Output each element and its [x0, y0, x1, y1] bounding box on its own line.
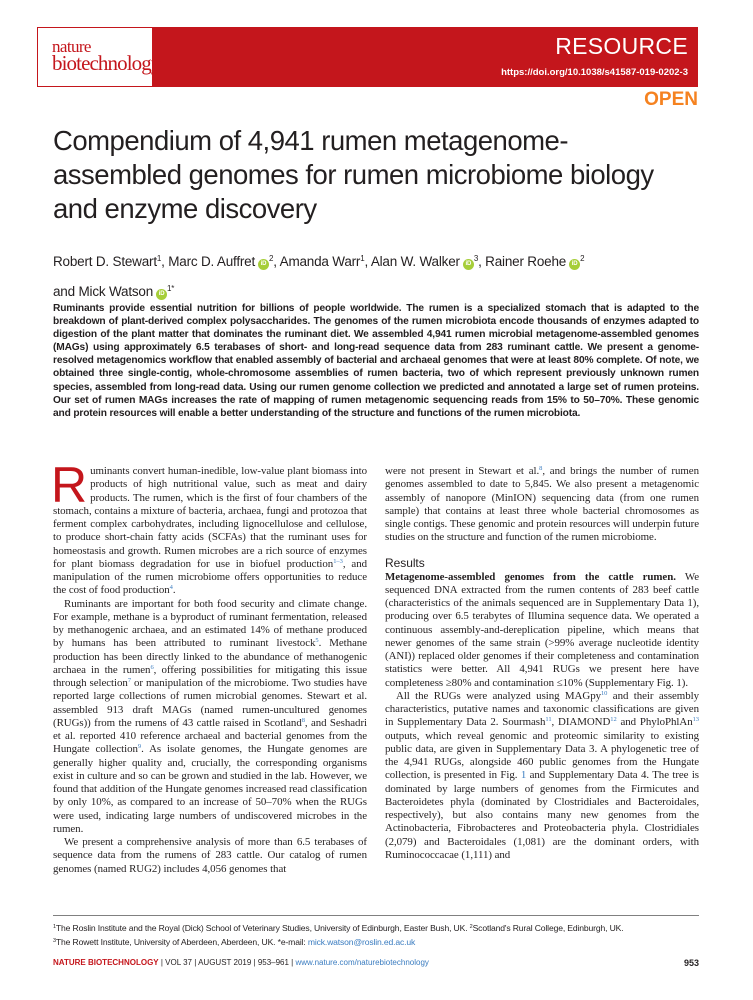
body-paragraph [385, 465, 699, 545]
text-run: outputs, which reveal genomic and proteomic similarity to existing public data, are given in Supplementary Data 3. A phylogenetic tree of the 4,941 RUGs, alongside 460 public genomes from the Hungate collection, is presented in Fig. [385, 729, 699, 782]
reference-citation[interactable]: 2 [469, 924, 473, 930]
text-run: and Supplementary Data 4. The tree is dominated by large numbers of genomes from the Firmicutes and Bacteroidetes phyla (dominated by Clostridiales and Bacteroidales, respectively), but also contains many new genomes from the Actinobacteria, Fibrobacteres and Proteobacteria phyla. Clostridiales (2,079) and Bacteroidales (1,081) are the dominant orders, with Ruminococcacae (1,111) and [385, 769, 699, 861]
run-in-heading: Metagenome-assembled genomes from the cattle rumen. [385, 570, 676, 583]
author-affiliation-mark: 1 [156, 254, 162, 263]
author-affiliation-mark: 1* [167, 284, 175, 293]
reference-citation[interactable]: 1–3 [333, 557, 343, 565]
body-paragraph [385, 571, 699, 690]
author-name: Rainer Roehe [485, 254, 567, 269]
author-separator: , [364, 254, 371, 269]
text-run: We sequenced DNA extracted from the rumen contents of 283 beef cattle (characteristics of the animals sequenced are in Supplementary Data 1), producing over 6.5 terabytes of Illumina sequence data. We operated a continuous assembly-and-dereplication pipeline, which means that newer genomes of the same strain (>99% average nucleotide identity (ANI)) replaced older genomes if their completeness and contamination statistics were better. All 4,941 RUGs we present here have completeness ≥80% and contamination ≤10% (Supplementary Fig. 1). [385, 570, 699, 689]
reference-citation[interactable]: 7 [127, 677, 132, 684]
author-name: Marc D. Auffret [168, 254, 256, 269]
affiliation-line [53, 935, 713, 949]
drop-cap: R [51, 457, 88, 513]
author-affiliation-mark: 1 [360, 254, 365, 263]
author-name: Robert D. Stewart [53, 254, 157, 269]
journal-header-bar [37, 27, 698, 87]
text-run: Scotland's Rural College, Edinburgh, UK. [472, 923, 624, 933]
body-paragraph [53, 598, 367, 837]
orcid-icon[interactable]: iD [258, 259, 269, 270]
text-run: . [172, 584, 176, 597]
author-affiliation-mark: 2 [269, 254, 274, 263]
body-paragraph [53, 836, 367, 876]
reference-citation[interactable]: 5 [315, 637, 319, 645]
footer-journal-url[interactable]: www.nature.com/naturebiotechnology [295, 958, 429, 967]
logo-line-2: biotechnology [52, 51, 161, 75]
text-run: All the RUGs were analyzed using MAGpy [396, 689, 601, 702]
author-name: Amanda Warr [279, 254, 361, 269]
body-paragraph [385, 690, 699, 862]
text-run: were not present in Stewart et al. [385, 465, 540, 477]
author-separator: , [273, 254, 280, 269]
text-run: and their assembly characteristics, putative names and taxonomic classifications are given in Supplementary Data 2. Sourmash [385, 689, 699, 729]
affiliations [53, 921, 713, 950]
email-link[interactable]: mick.watson@roslin.ed.ac.uk [307, 937, 416, 948]
text-run: , offering possibilities for mitigating this issue through selection [53, 663, 367, 689]
section-heading-results: Results [385, 555, 425, 570]
author-separator: , [161, 254, 169, 269]
journal-logo[interactable] [38, 28, 161, 86]
text-run: The Roslin Institute and the Royal (Dick) School of Veterinary Studies, University of Edinburgh, Easter Bush, UK. [55, 923, 470, 933]
doi-link[interactable]: https://doi.org/10.1038/s41587-019-0202-3 [501, 67, 688, 78]
reference-citation[interactable]: 12 [610, 716, 617, 724]
author-name: and Mick Watson [53, 284, 154, 299]
footnote-divider [53, 915, 699, 916]
reference-citation[interactable]: 6 [150, 663, 154, 671]
body-column-right [385, 465, 699, 862]
abstract: Ruminants provide essential nutrition for billions of people worldwide. The rumen is a specialized stomach that is adapted to the breakdown of plant-derived complex polysaccharides. The genomes of the rumen microbiota encode thousands of enzymes adapted to digestion of the plant matter that dominates the ruminant diet. We assembled 4,941 rumen microbial metagenome-assembled genomes (MAGs) using approximately 6.5 terabases of short- and long-read sequence data from 283 ruminant cattle. We present a genome-resolved metagenomics workflow that enabled assembly of bacterial and archaeal genomes that were at least 80% complete. Of note, we obtained three single-contig, whole-chromosome assemblies of rumen bacteria, two of which represent previously unknown rumen species, assembled from long-read data. Using our rumen genome collection we predicted and annotated a large set of rumen proteins. Our set of rumen MAGs increases the rate of mapping of rumen metagenomic sequencing reads from 15% to 50–70%. These genomic and protein resources will enable a better understanding of the structure and functions of the rumen microbiota. [53, 303, 699, 419]
author-separator: , [478, 254, 486, 269]
reference-citation[interactable]: 11 [545, 716, 552, 724]
body-paragraph [51, 457, 367, 598]
page-number: 953 [683, 958, 699, 968]
text-run: , DIAMOND [551, 716, 611, 729]
orcid-icon[interactable]: iD [569, 259, 580, 270]
reference-citation[interactable]: 3 [53, 938, 56, 945]
text-run: We present a comprehensive analysis of more than 6.5 terabases of sequence data from the rumens of 283 cattle. Our catalog of rumen genomes (named RUG2) includes 4,056 genomes that [53, 836, 367, 875]
reference-citation[interactable]: 1 [53, 924, 56, 930]
article-type: RESOURCE [555, 33, 688, 59]
author-affiliation-mark: 2 [580, 254, 585, 263]
reference-citation[interactable]: 8 [539, 465, 543, 472]
reference-citation[interactable]: 8 [301, 716, 305, 724]
body-column-left [51, 457, 367, 876]
figure-link[interactable]: 1 [520, 769, 527, 782]
text-run: and PhyloPhlAn [616, 716, 693, 729]
page-footer [53, 958, 699, 967]
reference-citation[interactable]: 10 [600, 689, 608, 697]
text-run: The Rowett Institute, University of Aberdeen, Aberdeen, UK. *e-mail: [55, 937, 308, 948]
text-run: , and brings the number of rumen genomes assembled to date to 5,845. We also present a metagenomic assembly of nanopore (MinION) sequencing data (from one rumen sample) that contains at least three whole bacterial chromosomes as single contigs. These genomic and protein resources will underpin future studies on the structure and function of the rumen microbiome. [385, 465, 699, 544]
logo-line-1: nature [52, 37, 91, 56]
orcid-icon[interactable]: iD [463, 259, 474, 270]
orcid-icon[interactable]: iD [156, 289, 167, 300]
author-affiliation-mark: 3 [473, 254, 479, 263]
text-run: , and manipulation of the rumen microbiome offers opportunities to reduce the cost of food production [53, 557, 367, 597]
reference-citation[interactable]: 13 [692, 716, 700, 724]
author-name: Alan W. Walker [370, 254, 460, 269]
text-run: Ruminants are important for both food security and climate change. For example, methane is a byproduct of ruminant fermentation, released by methanogenic archaea, and an estimated 14% of methane produced by humans has been attributed to ruminant livestock [53, 597, 367, 650]
article-title: Compendium of 4,941 rumen metagenome-assembled genomes for rumen microbiome biology and enzyme discovery [53, 125, 654, 224]
reference-citation[interactable]: 4 [169, 584, 173, 592]
text-run: . Methane production has been directly linked to the abundance of methanogenic archaea in the rumen [53, 637, 367, 676]
author-list [53, 245, 703, 305]
open-access-badge: OPEN [644, 89, 698, 110]
footer-volume-info: | VOL 37 | AUGUST 2019 | 953–961 | [158, 958, 296, 967]
text-run: . As isolate genomes, the Hungate genomes are generally higher quality and, crucially, the corresponding organisms exist in culture and so can be grown and studied in the lab. However, we found that addition of the Hungate genomes increased read classification by only 10%, as compared to an increase of 50–70% when the RUGs were used, indicating large numbers of undiscovered microbes in the rumen. [53, 743, 367, 835]
reference-citation[interactable]: 9 [137, 743, 142, 751]
footer-journal-name: NATURE BIOTECHNOLOGY [53, 958, 159, 967]
text-run: uminants convert human-inedible, low-value plant biomass into products of high nutritional value, such as meat and dairy products. The rumen, which is the first of four chambers of the stomach, contains a mixture of bacteria, archaea, fungi and protozoa that ferment complex carbohydrates, including lignocellulose and cellulose, to produce short-chain fatty acids (SCFAs) that the ruminant uses for homeostasis and growth. Rumen microbes are a rich source of enzymes for plant biomass degradation for use in biofuel production [53, 465, 367, 570]
affiliation-line [53, 921, 713, 935]
text-run: or manipulation of the microbiome. Two studies have reported large collections of rumen microbial genomes. Stewart et al. assembled 913 draft MAGs (named rumen-uncultured genomes (RUGs)) from the rumens of 43 cattle raised in Scotland [53, 677, 367, 729]
text-run: , and Seshadri et al. reported 410 reference archaeal and bacterial genomes from the Hungate collection [53, 716, 367, 756]
